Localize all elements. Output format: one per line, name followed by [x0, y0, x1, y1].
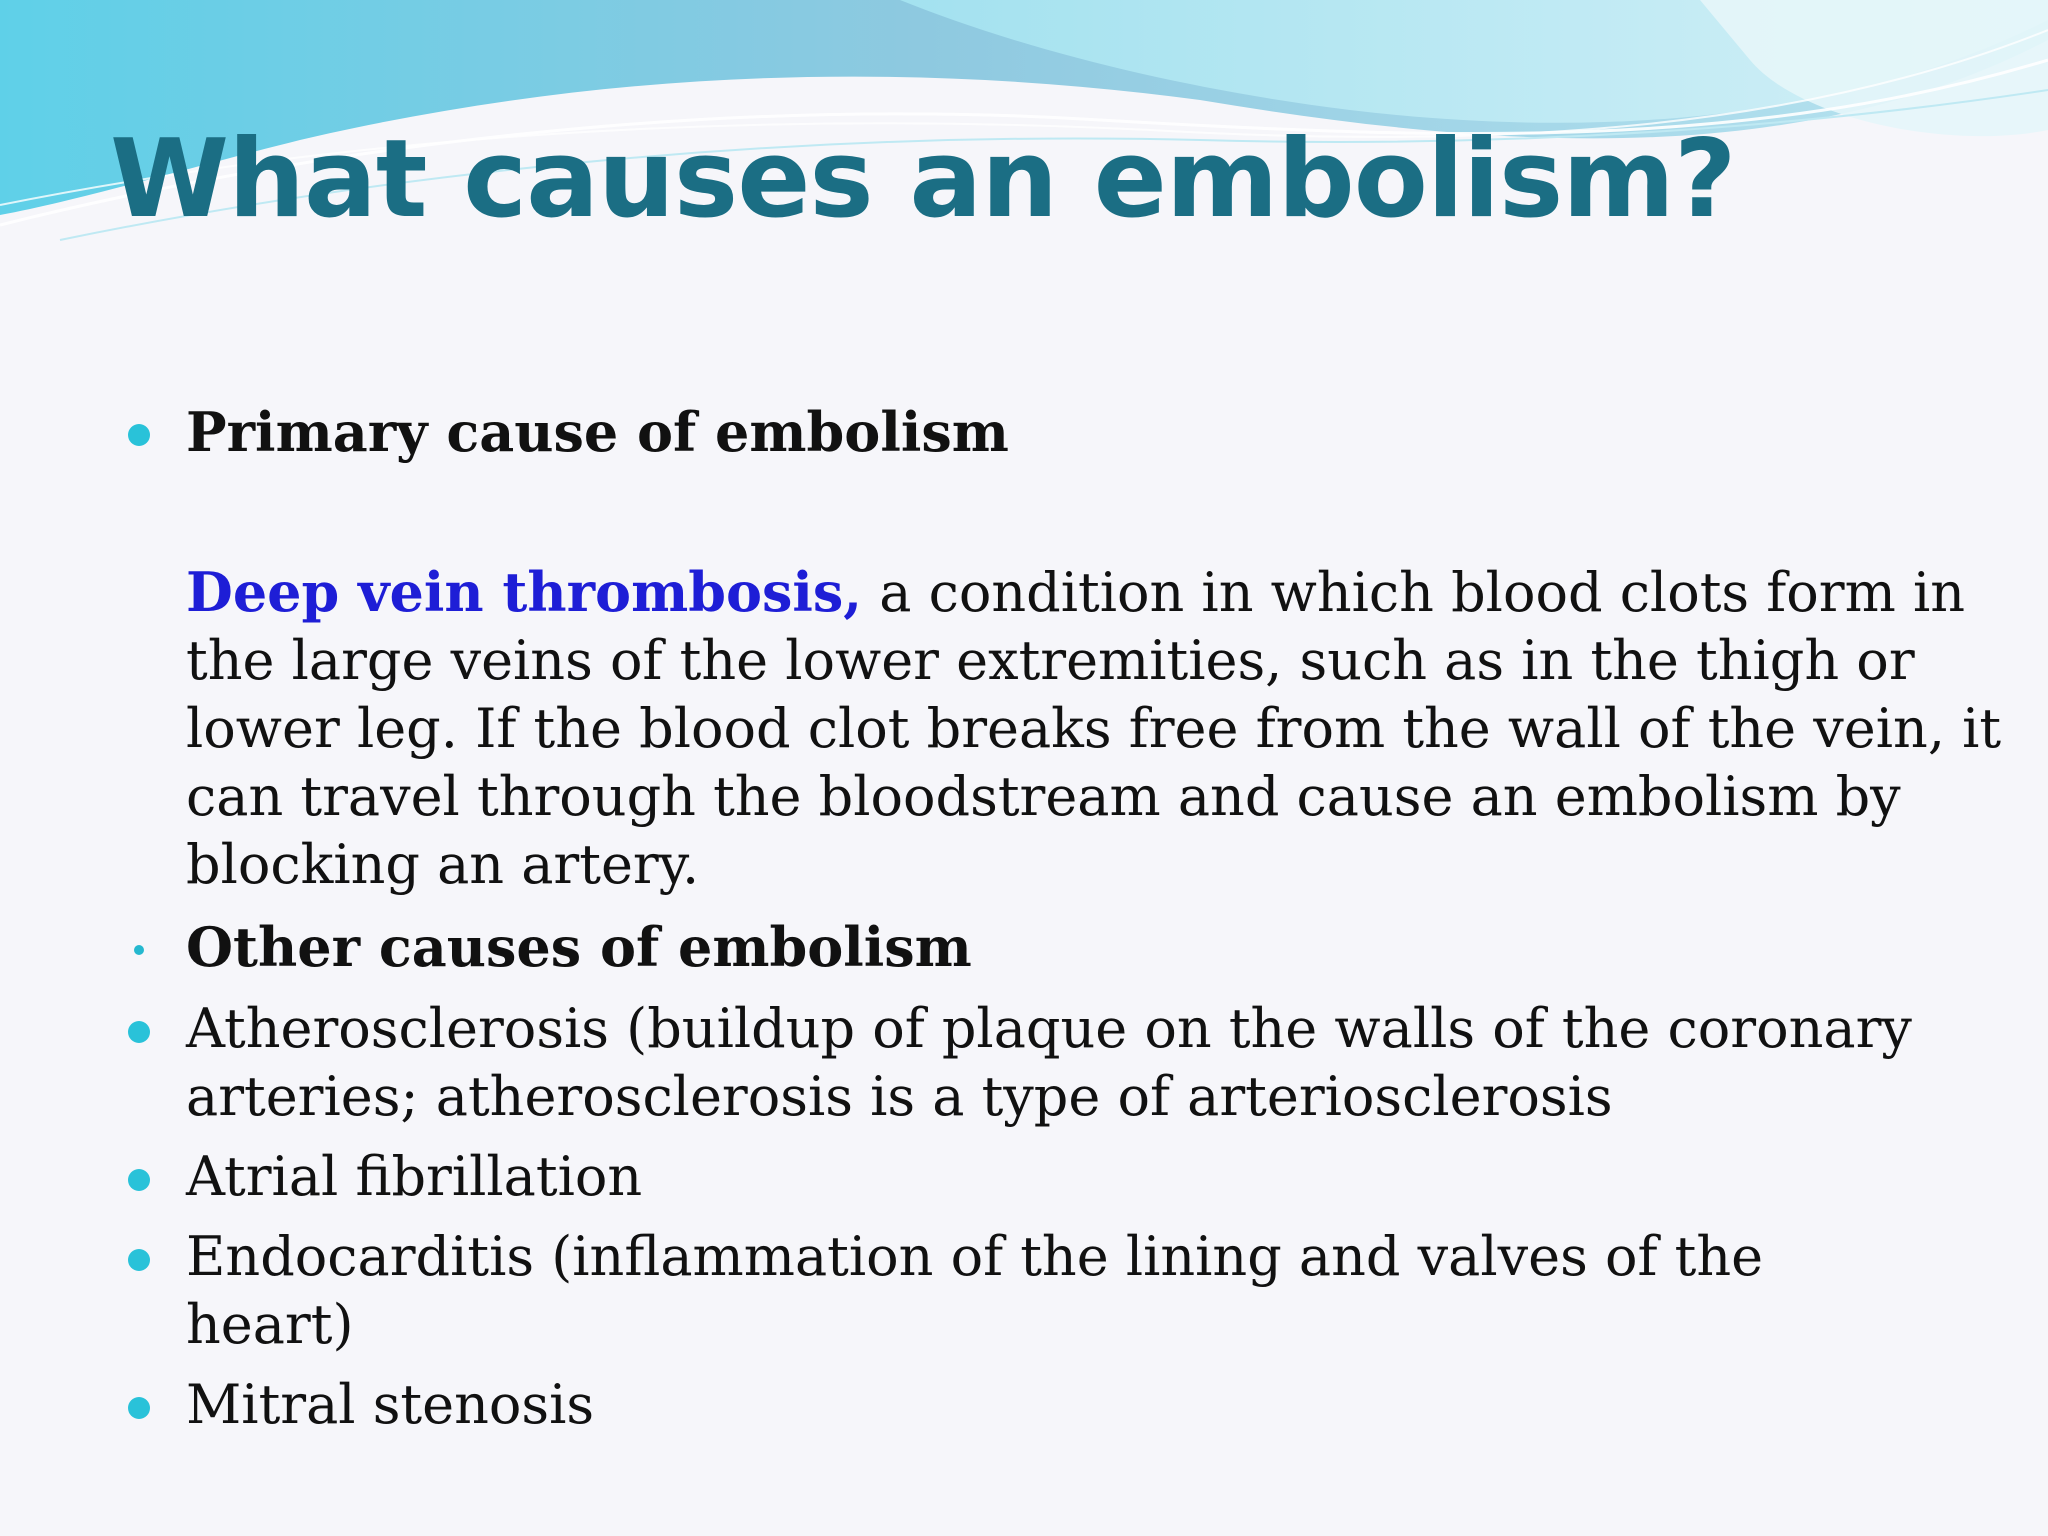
list-item-text: Endocarditis (inflammation of the lining and valves of the heart): [186, 1225, 1764, 1356]
list-item: [128, 1223, 1928, 1359]
dvt-highlight: Deep vein thrombosis,: [186, 560, 863, 624]
bullet-dot-icon: [128, 1397, 150, 1419]
list-item-text: Atherosclerosis (buildup of plaque on the walls of the coronary arteries; atherosclerosis is a type of arteriosclerosis: [186, 997, 1912, 1128]
primary-cause-description: [128, 558, 2046, 899]
list-item-text: Mitral stenosis: [186, 1373, 595, 1436]
list-item: [128, 1143, 1928, 1211]
other-causes-heading-text: Other causes of embolism: [186, 915, 972, 979]
bullet-dot-icon: [128, 424, 150, 446]
slide-title: What causes an embolism?: [110, 117, 1736, 242]
bullet-dot-icon: [128, 1169, 150, 1191]
other-causes-heading: [128, 913, 1928, 981]
bullet-dot-icon: [128, 1249, 150, 1271]
bullet-dot-icon: [128, 1021, 150, 1043]
bullet-dot-icon: [134, 945, 144, 955]
list-item: [128, 995, 1928, 1131]
list-item-text: Atrial fibrillation: [186, 1145, 643, 1208]
slide-body: [128, 398, 2002, 1439]
primary-cause-heading: [128, 398, 1928, 466]
primary-cause-heading-text: Primary cause of embolism: [186, 400, 1009, 464]
list-item: [128, 1371, 1928, 1439]
dvt-description: a condition in which blood clots form in the large veins of the lower extremities, such as in the thigh or lower leg. If the blood clot breaks free from the wall of the vein, it can travel through the bloodstream and cause an embolism by blocking an artery.: [186, 561, 2002, 896]
